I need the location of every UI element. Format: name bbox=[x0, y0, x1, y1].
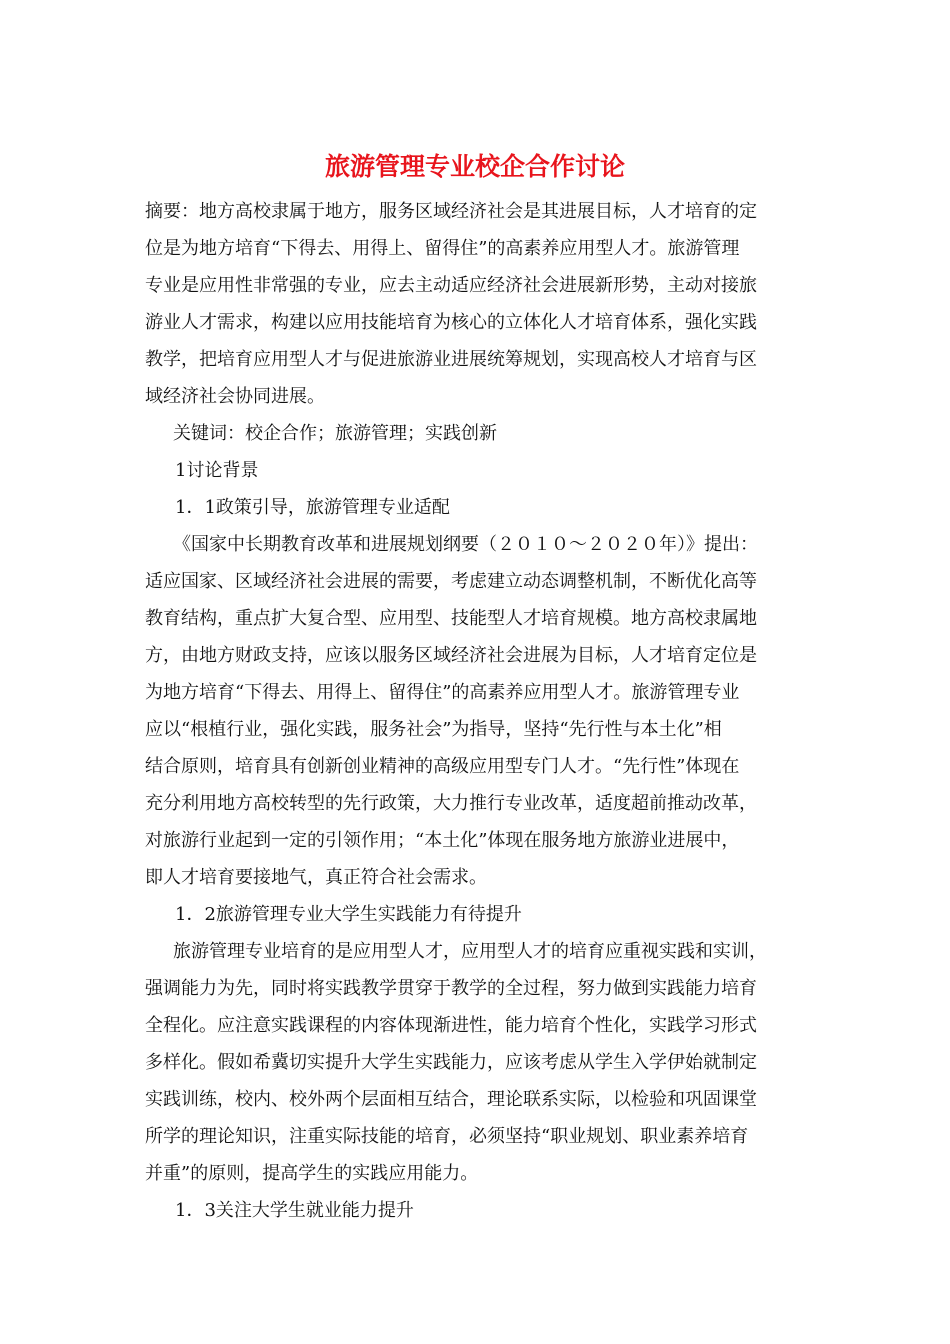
subsection-heading: 1．2旅游管理专业大学生实践能力有待提升 bbox=[175, 904, 522, 925]
paragraph-line: 旅游管理专业培育的是应用型人才，应用型人才的培育应重视实践和实训， bbox=[173, 941, 767, 962]
paragraph-line: 充分利用地方高校转型的先行政策，大力推行专业改革，适度超前推动改革， bbox=[145, 793, 757, 814]
keywords-line: 关键词：校企合作；旅游管理；实践创新 bbox=[173, 423, 497, 444]
paragraph-line: 对旅游行业起到一定的引领作用；“本土化”体现在服务地方旅游业进展中， bbox=[145, 830, 740, 851]
paragraph-line: 教育结构，重点扩大复合型、应用型、技能型人才培育规模。地方高校隶属地 bbox=[145, 608, 757, 629]
paragraph-line: 为地方培育“下得去、用得上、留得住”的高素养应用型人才。旅游管理专业 bbox=[145, 682, 740, 703]
paragraph-line: 所学的理论知识，注重实际技能的培育，必须坚持“职业规划、职业素养培育 bbox=[145, 1126, 749, 1147]
section-heading: 1讨论背景 bbox=[175, 460, 259, 481]
paragraph-line: 应以“根植行业，强化实践，服务社会”为指导，坚持“先行性与本土化”相 bbox=[145, 719, 722, 740]
abstract-line: 域经济社会协同进展。 bbox=[145, 386, 325, 407]
paragraph-line: 适应国家、区域经济社会进展的需要，考虑建立动态调整机制，不断优化高等 bbox=[145, 571, 757, 592]
paragraph-line: 《国家中长期教育改革和进展规划纲要（２０１０～２０２０年）》提出： bbox=[173, 534, 758, 555]
abstract-line: 摘要：地方高校隶属于地方，服务区域经济社会是其进展目标，人才培育的定 bbox=[145, 201, 757, 222]
paragraph-line: 方，由地方财政支持，应该以服务区域经济社会进展为目标，人才培育定位是 bbox=[145, 645, 757, 666]
document-title: 旅游管理专业校企合作讨论 bbox=[324, 152, 625, 181]
abstract-line: 位是为地方培育“下得去、用得上、留得住”的高素养应用型人才。旅游管理 bbox=[145, 238, 740, 259]
paragraph-line: 全程化。应注意实践课程的内容体现渐进性，能力培育个性化，实践学习形式 bbox=[145, 1015, 757, 1036]
paragraph-line: 强调能力为先，同时将实践教学贯穿于教学的全过程，努力做到实践能力培育 bbox=[145, 978, 757, 999]
abstract-line: 专业是应用性非常强的专业，应去主动适应经济社会进展新形势，主动对接旅 bbox=[145, 275, 757, 296]
abstract-line: 游业人才需求，构建以应用技能培育为核心的立体化人才培育体系，强化实践 bbox=[145, 312, 757, 333]
subsection-heading: 1．1政策引导，旅游管理专业适配 bbox=[175, 497, 450, 518]
paragraph-line: 并重”的原则，提高学生的实践应用能力。 bbox=[145, 1163, 479, 1184]
paragraph-line: 实践训练，校内、校外两个层面相互结合，理论联系实际，以检验和巩固课堂 bbox=[145, 1089, 757, 1110]
paragraph-line: 结合原则，培育具有创新创业精神的高级应用型专门人才。“先行性”体现在 bbox=[145, 756, 740, 777]
abstract-line: 教学，把培育应用型人才与促进旅游业进展统筹规划，实现高校人才培育与区 bbox=[145, 349, 757, 370]
paragraph-line: 即人才培育要接地气，真正符合社会需求。 bbox=[145, 867, 487, 888]
paragraph-line: 多样化。假如希冀切实提升大学生实践能力，应该考虑从学生入学伊始就制定 bbox=[145, 1052, 757, 1073]
subsection-heading: 1．3关注大学生就业能力提升 bbox=[175, 1200, 414, 1221]
